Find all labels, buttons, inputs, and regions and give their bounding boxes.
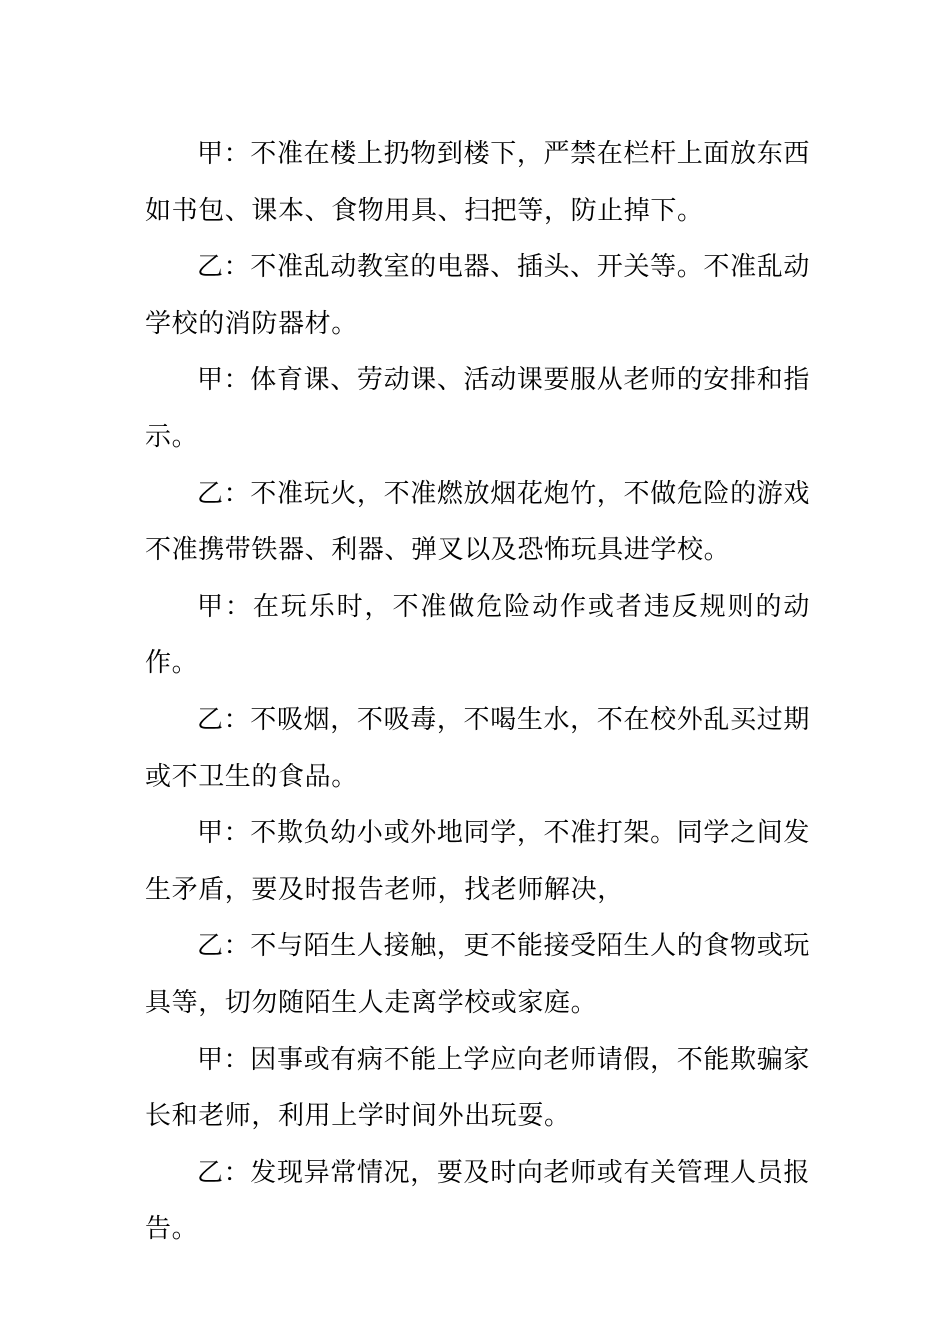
document-body bbox=[145, 126, 810, 1258]
paragraph-8: 乙：不与陌生人接触，更不能接受陌生人的食物或玩具等，切勿随陌生人走离学校或家庭。 bbox=[145, 931, 810, 1018]
paragraph-5: 甲：在玩乐时，不准做危险动作或者违反规则的动作。 bbox=[145, 591, 810, 679]
paragraph-9: 甲：因事或有病不能上学应向老师请假，不能欺骗家长和老师，利用上学时间外出玩耍。 bbox=[145, 1044, 810, 1132]
paragraph-1: 甲：不准在楼上扔物到楼下，严禁在栏杆上面放东西如书包、课本、食物用具、扫把等，防止掉下。 bbox=[145, 139, 810, 226]
paragraph-3: 甲：体育课、劳动课、活动课要服从老师的安排和指示。 bbox=[145, 365, 810, 452]
paragraph-10: 乙：发现异常情况，要及时向老师或有关管理人员报告。 bbox=[145, 1157, 810, 1245]
paragraph-4: 乙：不准玩火，不准燃放烟花炮竹，不做危险的游戏不准携带铁器、利器、弹叉以及恐怖玩具进学校。 bbox=[145, 478, 810, 566]
paragraph-7: 甲：不欺负幼小或外地同学，不准打架。同学之间发生矛盾，要及时报告老师，找老师解决， bbox=[145, 818, 810, 905]
paragraph-6: 乙：不吸烟，不吸毒，不喝生水，不在校外乱买过期或不卫生的食品。 bbox=[145, 704, 810, 792]
paragraph-2: 乙：不准乱动教室的电器、插头、开关等。不准乱动学校的消防器材。 bbox=[145, 252, 810, 339]
